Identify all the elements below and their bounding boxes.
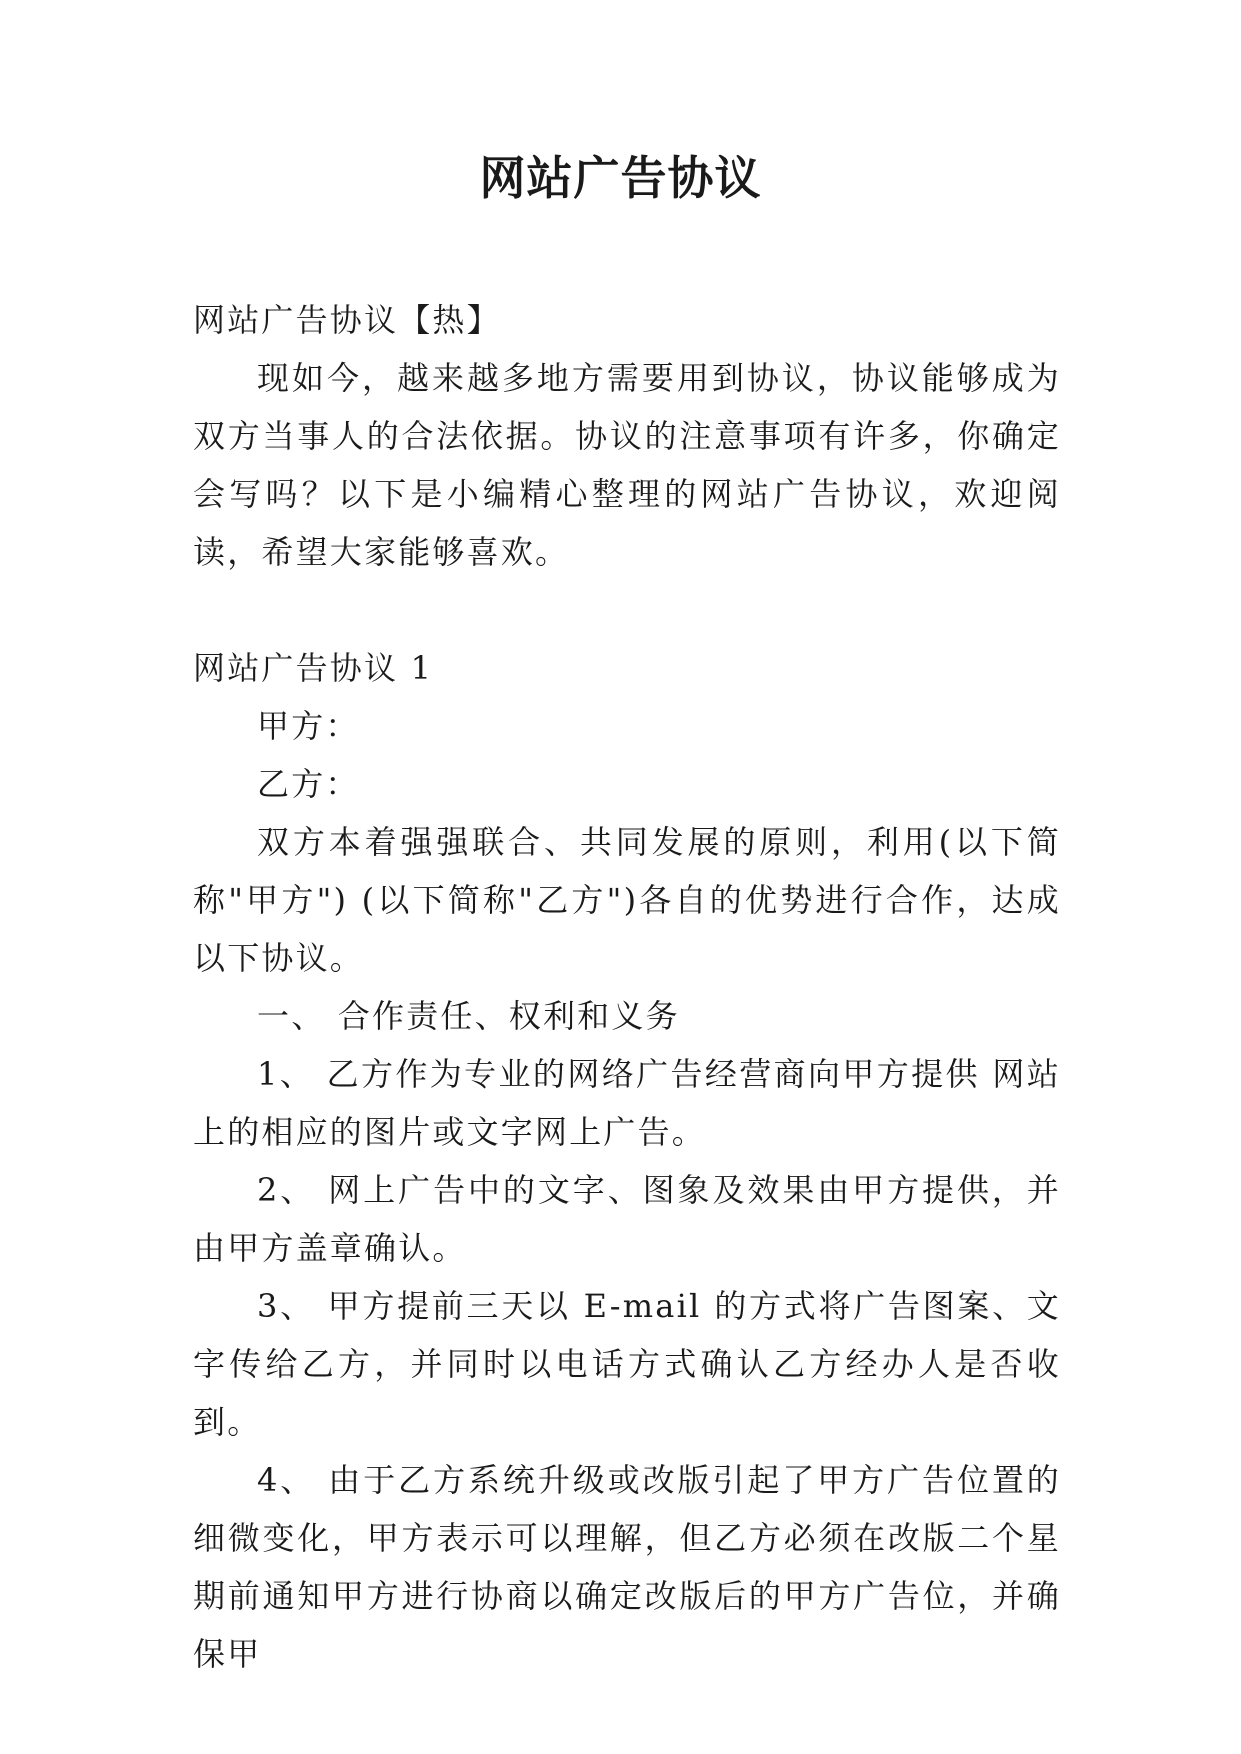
intro-paragraph: 现如今，越来越多地方需要用到协议，协议能够成为双方当事人的合法依据。协议的注意事项有许多，你确定会写吗？以下是小编精心整理的网站广告协议，欢迎阅读，希望大家能够喜欢。 <box>193 359 1061 571</box>
party-a-line: 甲方： <box>257 707 360 745</box>
section-heading: 网站广告协议 1 <box>193 649 434 687</box>
party-b-line: 乙方： <box>257 765 360 803</box>
document-body <box>193 291 1061 1683</box>
clause-4: 4、 由于乙方系统升级或改版引起了甲方广告位置的细微变化，甲方表示可以理解，但乙方必须在改版二个星期前通知甲方进行协商以确定改版后的甲方广告位，并确保甲 <box>193 1461 1061 1673</box>
preamble-paragraph: 双方本着强强联合、共同发展的原则，利用(以下简称"甲方") (以下简称"乙方")各自的优势进行合作，达成以下协议。 <box>193 823 1061 977</box>
clause-1: 1、 乙方作为专业的网络广告经营商向甲方提供 网站上的相应的图片或文字网上广告。 <box>193 1055 1061 1151</box>
document-title: 网站广告协议 <box>479 151 762 205</box>
paragraph-gap <box>193 581 1061 639</box>
clause-heading: 一、 合作责任、权利和义务 <box>257 997 680 1035</box>
clause-2: 2、 网上广告中的文字、图象及效果由甲方提供，并由甲方盖章确认。 <box>193 1171 1061 1267</box>
clause-3: 3、 甲方提前三天以 E-mail 的方式将广告图案、文字传给乙方，并同时以电话方式确认乙方经办人是否收到。 <box>193 1287 1061 1441</box>
document-subtitle: 网站广告协议【热】 <box>193 301 501 339</box>
